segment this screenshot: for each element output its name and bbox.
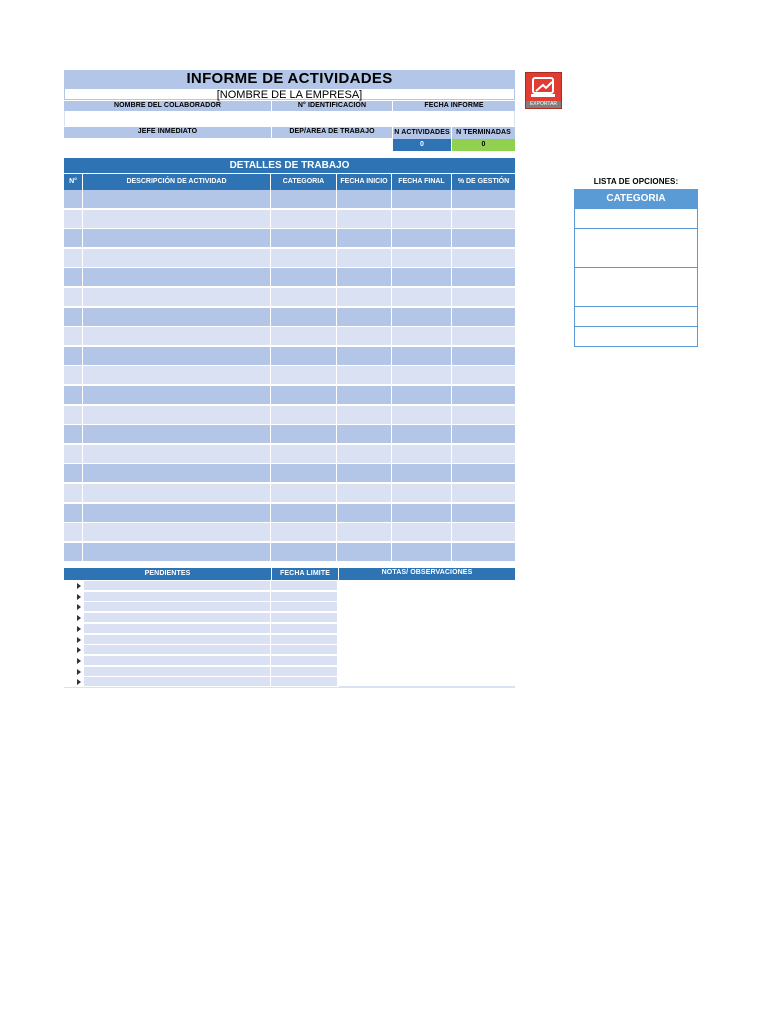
bullet-arrow-icon [64,624,84,634]
option-cell[interactable] [574,327,698,347]
table-row[interactable] [64,327,515,345]
deadline-cell[interactable] [271,667,338,677]
table-cell[interactable] [271,543,337,561]
table-cell[interactable] [83,229,271,247]
table-cell[interactable] [271,425,337,443]
table-cell[interactable] [64,386,83,404]
table-cell[interactable] [64,523,83,541]
table-row[interactable] [64,347,515,365]
table-cell[interactable] [83,523,271,541]
export-icon [526,74,561,101]
table-cell[interactable] [64,308,83,326]
table-cell[interactable] [337,445,392,463]
table-cell[interactable] [271,308,337,326]
table-cell[interactable] [83,504,271,522]
bullet-arrow-icon [64,656,84,666]
table-cell[interactable] [64,484,83,502]
table-row[interactable] [64,229,515,247]
table-cell[interactable] [83,249,271,267]
table-cell[interactable] [392,484,452,502]
table-row[interactable] [64,543,515,561]
bullet-arrow-icon [64,613,84,623]
activities-count-value: 0 [393,139,451,151]
table-cell[interactable] [337,210,392,228]
table-cell[interactable] [83,268,271,286]
table-row[interactable] [64,386,515,404]
table-cell[interactable] [271,366,337,384]
table-cell[interactable] [271,347,337,365]
table-cell[interactable] [271,484,337,502]
list-item[interactable] [64,613,338,623]
table-cell[interactable] [83,288,271,306]
deadline-cell[interactable] [271,677,338,687]
table-row[interactable] [64,288,515,306]
table-cell[interactable] [337,327,392,345]
table-row[interactable] [64,308,515,326]
table-cell[interactable] [452,406,515,424]
table-cell[interactable] [392,425,452,443]
deadline-cell[interactable] [271,635,338,645]
list-item[interactable] [64,677,338,687]
boss-input[interactable] [64,139,392,151]
col-number: N° [64,174,83,190]
table-cell[interactable] [452,190,515,208]
export-label: EXPORTAR [526,101,561,108]
col-management-percent: % DE GESTIÓN [452,174,515,190]
table-cell[interactable] [83,406,271,424]
table-cell[interactable] [64,464,83,482]
table-cell[interactable] [452,445,515,463]
col-start-date: FECHA INICIO [337,174,392,190]
department-label: DEP/AREA DE TRABAJO [272,127,392,138]
pending-cell[interactable] [84,613,271,623]
table-cell[interactable] [392,366,452,384]
table-cell[interactable] [452,327,515,345]
list-item[interactable] [64,667,338,677]
table-cell[interactable] [64,425,83,443]
table-cell[interactable] [392,288,452,306]
table-cell[interactable] [452,484,515,502]
bullet-arrow-icon [64,635,84,645]
deadline-cell[interactable] [271,592,338,602]
table-cell[interactable] [64,406,83,424]
table-cell[interactable] [392,268,452,286]
option-cell[interactable] [574,307,698,327]
table-cell[interactable] [452,464,515,482]
table-cell[interactable] [83,327,271,345]
col-end-date: FECHA FINAL [392,174,452,190]
option-cell[interactable] [574,229,698,249]
table-cell[interactable] [337,366,392,384]
table-cell[interactable] [452,268,515,286]
table-cell[interactable] [271,406,337,424]
table-cell[interactable] [83,386,271,404]
table-cell[interactable] [271,249,337,267]
options-category-header: CATEGORIA [574,189,698,209]
list-item[interactable] [64,602,338,612]
bullet-arrow-icon [64,592,84,602]
table-row[interactable] [64,210,515,228]
option-cell[interactable] [574,248,698,268]
list-item[interactable] [64,635,338,645]
table-cell[interactable] [271,523,337,541]
table-cell[interactable] [271,229,337,247]
table-cell[interactable] [452,425,515,443]
table-cell[interactable] [64,190,83,208]
table-cell[interactable] [337,288,392,306]
option-cell[interactable] [574,287,698,307]
options-list-title: LISTA DE OPCIONES: [593,177,679,186]
table-cell[interactable] [83,210,271,228]
table-cell[interactable] [337,386,392,404]
activities-count-label: N ACTIVIDADES [393,127,451,139]
table-cell[interactable] [64,543,83,561]
table-row[interactable] [64,484,515,502]
table-cell[interactable] [64,445,83,463]
pending-cell[interactable] [84,592,271,602]
table-cell[interactable] [271,445,337,463]
table-cell[interactable] [392,190,452,208]
table-cell[interactable] [392,347,452,365]
pending-cell[interactable] [84,656,271,666]
collaborator-label: NOMBRE DEL COLABORADOR [64,101,271,111]
id-label: N° IDENTIFICACION [272,101,392,111]
table-cell[interactable] [392,406,452,424]
table-cell[interactable] [452,229,515,247]
finished-count-label: N TERMINADAS [452,127,515,139]
list-item[interactable] [64,581,338,591]
pending-bottom-border [64,687,515,688]
table-cell[interactable] [392,386,452,404]
table-cell[interactable] [452,366,515,384]
table-cell[interactable] [337,249,392,267]
table-cell[interactable] [64,249,83,267]
table-cell[interactable] [64,347,83,365]
deadline-cell[interactable] [271,581,338,591]
table-cell[interactable] [83,190,271,208]
table-cell[interactable] [392,445,452,463]
table-cell[interactable] [337,464,392,482]
work-details-title: DETALLES DE TRABAJO [64,158,515,173]
table-cell[interactable] [271,190,337,208]
table-cell[interactable] [452,386,515,404]
table-row[interactable] [64,425,515,443]
deadline-cell[interactable] [271,613,338,623]
table-cell[interactable] [452,543,515,561]
table-cell[interactable] [64,268,83,286]
table-cell[interactable] [83,308,271,326]
list-item[interactable] [64,645,338,655]
table-cell[interactable] [337,406,392,424]
table-row[interactable] [64,366,515,384]
table-row[interactable] [64,504,515,522]
col-category: CATEGORIA [271,174,337,190]
deadline-cell[interactable] [271,645,338,655]
table-cell[interactable] [64,229,83,247]
bullet-arrow-icon [64,677,84,687]
table-cell[interactable] [64,327,83,345]
table-cell[interactable] [452,308,515,326]
pending-cell[interactable] [84,645,271,655]
table-cell[interactable] [64,504,83,522]
table-cell[interactable] [271,464,337,482]
table-row[interactable] [64,190,515,208]
table-cell[interactable] [337,347,392,365]
table-cell[interactable] [392,504,452,522]
table-cell[interactable] [83,484,271,502]
table-cell[interactable] [64,288,83,306]
table-cell[interactable] [64,210,83,228]
report-date-label: FECHA INFORME [393,101,515,111]
company-name[interactable]: [NOMBRE DE LA EMPRESA] [64,88,515,100]
list-item[interactable] [64,592,338,602]
list-item[interactable] [64,624,338,634]
table-cell[interactable] [452,210,515,228]
table-cell[interactable] [392,523,452,541]
table-cell[interactable] [392,464,452,482]
table-cell[interactable] [337,268,392,286]
table-cell[interactable] [83,425,271,443]
table-row[interactable] [64,406,515,424]
deadline-cell[interactable] [271,602,338,612]
deadline-cell[interactable] [271,624,338,634]
table-cell[interactable] [392,308,452,326]
table-cell[interactable] [64,366,83,384]
pending-label: PENDIENTES [64,568,271,580]
table-cell[interactable] [392,543,452,561]
table-cell[interactable] [392,327,452,345]
table-cell[interactable] [83,543,271,561]
table-cell[interactable] [271,504,337,522]
table-cell[interactable] [271,327,337,345]
pending-cell[interactable] [84,624,271,634]
table-row[interactable] [64,464,515,482]
details-header-row [64,174,515,190]
table-row[interactable] [64,268,515,286]
table-cell[interactable] [83,445,271,463]
table-row[interactable] [64,249,515,267]
bullet-arrow-icon [64,645,84,655]
table-cell[interactable] [271,386,337,404]
table-cell[interactable] [337,229,392,247]
report-title: INFORME DE ACTIVIDADES [64,70,515,88]
bullet-arrow-icon [64,581,84,591]
table-cell[interactable] [337,425,392,443]
finished-count-value: 0 [452,139,515,151]
option-cell[interactable] [574,268,698,288]
list-item[interactable] [64,656,338,666]
export-button[interactable] [525,72,562,109]
table-cell[interactable] [392,249,452,267]
deadline-label: FECHA LIMITE [272,568,338,580]
notes-label: NOTAS/ OBSERVACIONES [339,568,515,580]
table-cell[interactable] [271,210,337,228]
table-cell[interactable] [83,347,271,365]
table-row[interactable] [64,523,515,541]
table-cell[interactable] [392,210,452,228]
table-cell[interactable] [83,366,271,384]
bullet-arrow-icon [64,602,84,612]
table-cell[interactable] [452,288,515,306]
option-cell[interactable] [574,209,698,229]
table-cell[interactable] [452,504,515,522]
pending-cell[interactable] [84,581,271,591]
table-cell[interactable] [337,543,392,561]
table-cell[interactable] [271,268,337,286]
table-cell[interactable] [337,484,392,502]
collaborator-info-input[interactable] [64,111,515,126]
table-cell[interactable] [392,229,452,247]
pending-cell[interactable] [84,602,271,612]
table-cell[interactable] [337,523,392,541]
table-cell[interactable] [337,308,392,326]
table-row[interactable] [64,445,515,463]
table-cell[interactable] [337,504,392,522]
bullet-arrow-icon [64,667,84,677]
table-cell[interactable] [452,523,515,541]
pending-cell[interactable] [84,677,271,687]
pending-cell[interactable] [84,635,271,645]
pending-cell[interactable] [84,667,271,677]
table-cell[interactable] [83,464,271,482]
table-cell[interactable] [452,249,515,267]
notes-area[interactable] [339,580,515,687]
table-cell[interactable] [452,347,515,365]
col-description: DESCRIPCIÓN DE ACTIVIDAD [83,174,271,190]
table-cell[interactable] [337,190,392,208]
table-cell[interactable] [271,288,337,306]
deadline-cell[interactable] [271,656,338,666]
boss-label: JEFE INMEDIATO [64,127,271,138]
